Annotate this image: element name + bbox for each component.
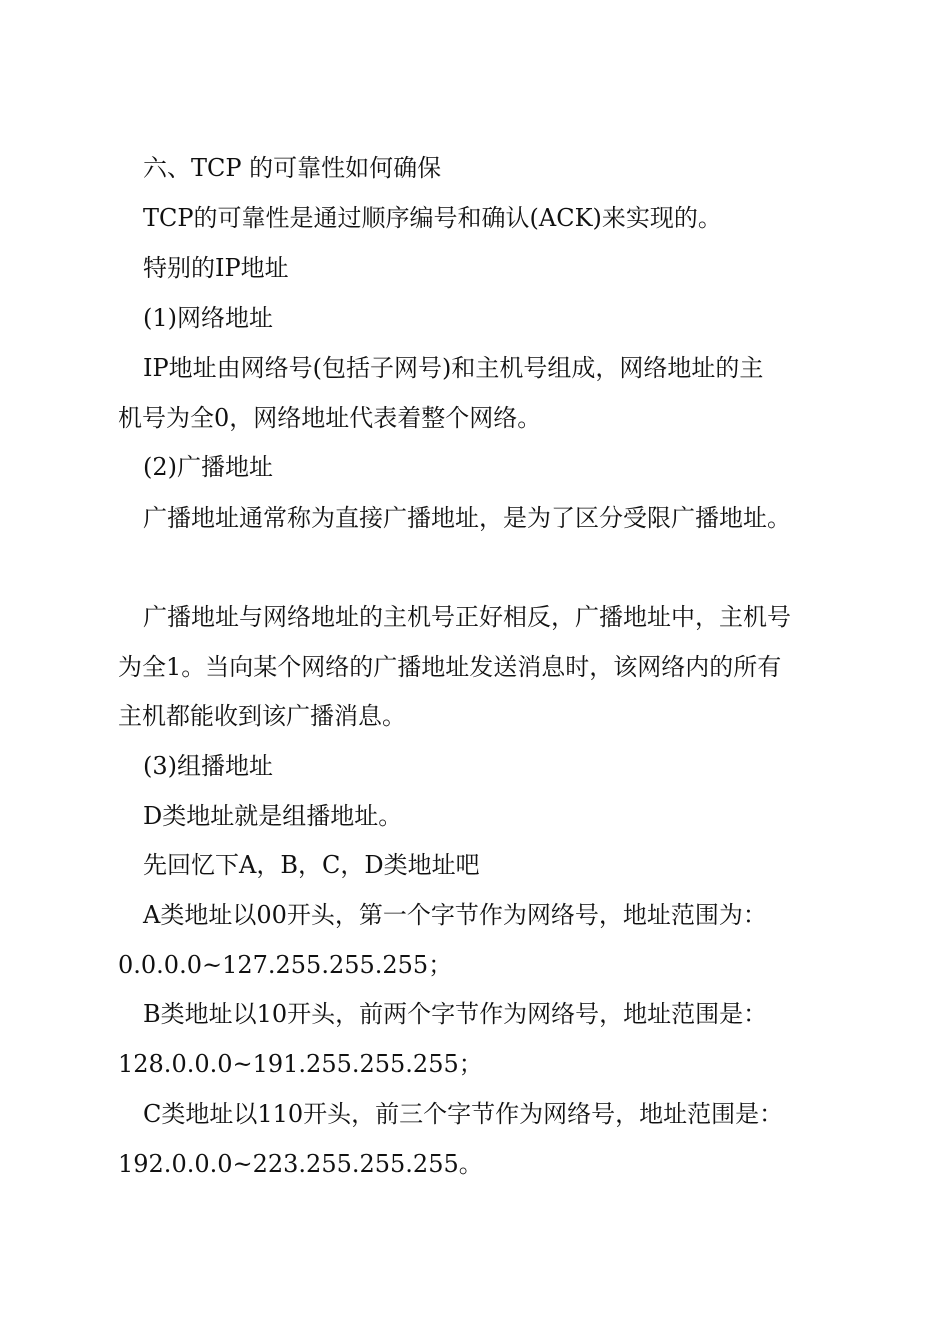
list-heading: (1)网络地址 <box>143 304 273 332</box>
paragraph-line: 128.0.0.0~191.255.255.255； <box>118 1050 483 1078</box>
paragraph-line: TCP的可靠性是通过顺序编号和确认(ACK)来实现的。 <box>143 204 722 232</box>
paragraph-line: 主机都能收到该广播消息。 <box>118 702 406 730</box>
paragraph-line: 广播地址通常称为直接广播地址，是为了区分受限广播地址。 <box>143 504 791 532</box>
paragraph-line: B类地址以10开头，前两个字节作为网络号，地址范围是： <box>143 1000 768 1028</box>
list-heading: (2)广播地址 <box>143 453 273 481</box>
paragraph-line: 机号为全0，网络地址代表着整个网络。 <box>118 404 542 432</box>
paragraph-line: A类地址以00开头，第一个字节作为网络号，地址范围为： <box>143 901 767 929</box>
paragraph-line: 广播地址与网络地址的主机号正好相反，广播地址中，主机号 <box>143 603 791 631</box>
subheading: 特别的IP地址 <box>143 254 289 282</box>
paragraph-line: 先回忆下A，B，C，D类地址吧 <box>143 851 480 879</box>
paragraph-line: D类地址就是组播地址。 <box>143 802 403 830</box>
paragraph-line: 为全1。当向某个网络的广播地址发送消息时，该网络内的所有 <box>118 653 782 681</box>
paragraph-line: IP地址由网络号(包括子网号)和主机号组成，网络地址的主 <box>143 354 764 382</box>
paragraph-line: C类地址以110开头，前三个字节作为网络号，地址范围是： <box>143 1100 784 1128</box>
paragraph-line: 0.0.0.0~127.255.255.255； <box>118 951 453 979</box>
section-heading: 六、TCP 的可靠性如何确保 <box>143 154 442 182</box>
list-heading: (3)组播地址 <box>143 752 273 780</box>
paragraph-line: 192.0.0.0~223.255.255.255。 <box>118 1150 483 1178</box>
